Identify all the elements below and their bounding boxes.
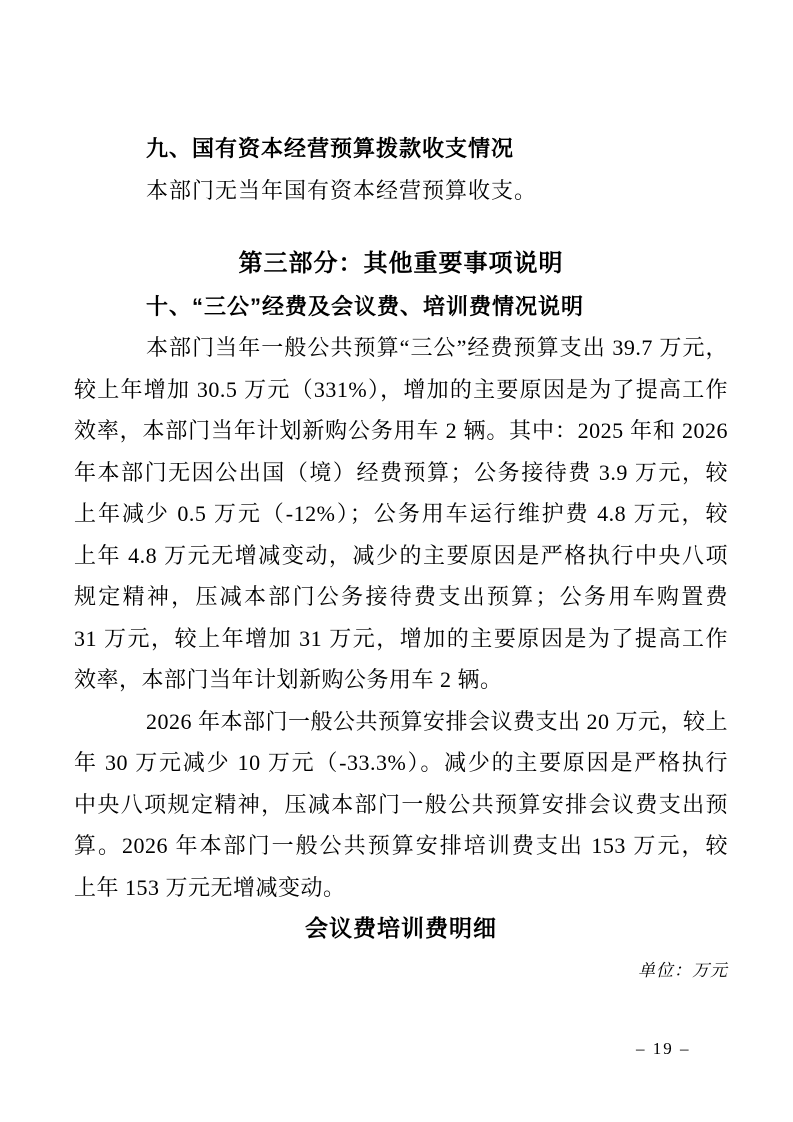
paragraph-line: 效率，本部门当年计划新购公务用车 2 辆。 [74, 667, 503, 692]
paragraph-line: 效率，本部门当年计划新购公务用车 2 辆。其中：2025 年和 2026 [74, 418, 728, 443]
paragraph-line: 31 万元，较上年增加 31 万元，增加的主要原因是为了提高工作 [74, 625, 728, 651]
page-number: – 19 – [636, 1039, 691, 1058]
paragraph-line: 2026 年本部门一般公共预算安排会议费支出 20 万元，较上 [146, 708, 729, 734]
paragraph-line: 上年 153 万元无增减变动。 [74, 874, 346, 900]
section-nine-body: 本部门无当年国有资本经营预算收支。 [146, 177, 538, 203]
paragraph-line: 算。2026 年本部门一般公共预算安排培训费支出 153 万元，较 [74, 833, 728, 858]
page-content [74, 128, 728, 991]
paragraph-line: 年本部门无因公出国（境）经费预算；公务接待费 3.9 万元，较 [74, 459, 728, 485]
part-three-title: 第三部分：其他重要事项说明 [238, 251, 564, 277]
section-ten-paragraph-2 [74, 701, 728, 909]
paragraph-line: 本部门当年一般公共预算“三公”经费预算支出 39.7 万元， [146, 335, 728, 360]
paragraph-line: 年 30 万元减少 10 万元（-33.3%）。减少的主要原因是严格执行 [74, 750, 728, 775]
paragraph-line: 规定精神，压减本部门公务接待费支出预算；公务用车购置费 [74, 584, 728, 609]
section-ten-paragraph-1 [74, 327, 728, 701]
unit-label: 单位：万元 [638, 960, 728, 980]
meeting-training-fee-detail-title: 会议费培训费明细 [305, 916, 497, 941]
section-nine-heading: 九、国有资本经营预算拨款收支情况 [146, 136, 515, 161]
paragraph-line: 中央八项规定精神，压减本部门一般公共预算安排会议费支出预 [74, 791, 728, 817]
paragraph-line: 上年减少 0.5 万元（-12%）；公务用车运行维护费 4.8 万元，较 [74, 501, 728, 526]
paragraph-line: 较上年增加 30.5 万元（331%），增加的主要原因是为了提高工作 [74, 376, 728, 402]
paragraph-line: 上年 4.8 万元无增减变动，减少的主要原因是严格执行中央八项 [74, 542, 728, 568]
section-ten-heading: 十、“三公”经费及会议费、培训费情况说明 [146, 293, 585, 319]
